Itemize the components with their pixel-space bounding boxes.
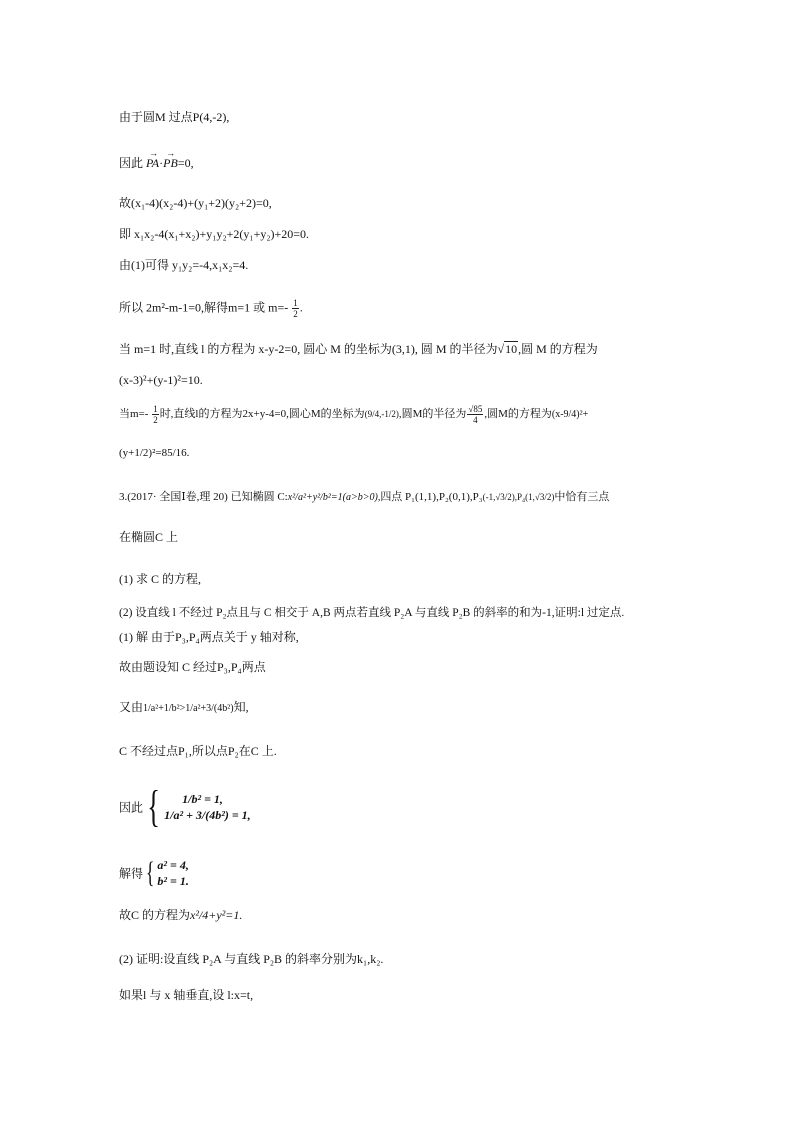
system-row: b² = 1. xyxy=(157,874,189,889)
point-p4: ,P₄(1,√3/2) xyxy=(514,492,555,502)
radius-fraction xyxy=(467,404,483,425)
text-line: 即 x₁x₂-4(x₁+x₂)+y₁y₂+2(y₁+y₂)+20=0. xyxy=(119,227,310,241)
fraction xyxy=(152,404,159,425)
equation-system-2 xyxy=(119,852,189,892)
inequality: 1/a²+1/b²>1/a²+3/(4b²) xyxy=(143,703,234,714)
system-rows xyxy=(164,791,251,823)
text-span: 因此 xyxy=(119,156,144,170)
text-span: . xyxy=(299,300,303,315)
vector-pb: → PB xyxy=(163,150,178,170)
numerator: 1 xyxy=(293,298,298,308)
denominator: 2 xyxy=(153,415,158,425)
ellipse-equation: x²/4+y²=1. xyxy=(190,908,243,922)
text-line: (1) 求 C 的方程, xyxy=(119,572,201,586)
numerator: 1 xyxy=(153,404,158,414)
denominator: 4 xyxy=(473,415,478,425)
text-line xyxy=(119,404,588,425)
text-span: 所以 2m²-m-1=0,解得m=1 或 m=- xyxy=(119,300,289,315)
text-span: 中恰有三点 xyxy=(554,491,610,503)
text-span: 解得 xyxy=(119,866,144,881)
text-line: 在椭圆C 上 xyxy=(119,530,179,544)
text-line: (2) 设直线 l 不经过 P₂点且与 C 相交于 A,B 两点若直线 P₂A 与直线 P₂B 的斜率的和为-1,证明:l 过定点. xyxy=(119,607,625,619)
text-line: C 不经过点P₁,所以点P₂在C 上. xyxy=(119,744,277,758)
text-span: ,圆 M 的方程为 xyxy=(518,342,598,356)
text-line xyxy=(119,150,194,170)
text-line: (y+1/2)²=85/16. xyxy=(119,447,190,459)
point-p3: (-1,√3/2) xyxy=(482,492,515,502)
text-line xyxy=(119,490,609,505)
text-line: 由于圆M 过点P(4,-2), xyxy=(119,110,230,124)
text-span: 故C 的方程为 xyxy=(119,908,191,922)
text-span: 又由 xyxy=(119,700,144,714)
text-span: =0, xyxy=(177,156,194,170)
equation: (x-9/4)²+ xyxy=(551,409,589,421)
text-line: (2) 证明:设直线 P₂A 与直线 P₂B 的斜率分别为k₁,k₂. xyxy=(119,952,384,966)
system xyxy=(143,857,189,889)
brace-symbol: { xyxy=(147,782,160,832)
dot-operator: · xyxy=(159,156,164,170)
text-line xyxy=(119,908,242,922)
text-span: ,圆M的方程为 xyxy=(484,408,552,421)
text-span: 当 m=1 时,直线 l 的方程为 x-y-2=0, 圆心 M 的坐标为(3,1), 圆 M 的半径为 xyxy=(119,342,498,356)
text-line: 故由题设知 C 经过P₃,P₄两点 xyxy=(119,660,266,674)
numerator: √85 xyxy=(468,404,483,414)
text-line xyxy=(119,298,303,319)
text-span: 当m=- xyxy=(119,408,149,421)
ellipse-equation: x²/a²+y²/b²=1(a>b>0), xyxy=(287,492,381,503)
text-line: (x-3)²+(y-1)²=10. xyxy=(119,373,203,387)
brace-symbol: { xyxy=(145,856,155,890)
text-span: 知, xyxy=(233,700,249,714)
denominator: 2 xyxy=(293,309,298,319)
text-line: 如果l 与 x 轴垂直,设 l:x=t, xyxy=(119,988,254,1002)
text-line xyxy=(119,700,249,716)
system-row: a² = 4, xyxy=(157,858,189,873)
system xyxy=(143,782,251,832)
vector-pa: → PA xyxy=(146,150,159,170)
text-line: (1) 解 由于P₃,P₄两点关于 y 轴对称, xyxy=(119,630,299,644)
system-row: 1/a² + 3/(4b²) = 1, xyxy=(164,808,251,823)
system-rows xyxy=(157,857,188,889)
text-span: 3.(2017· 全国Ⅰ卷,理 20) 已知椭圆 C: xyxy=(119,491,288,503)
text-line: 故(x₁-4)(x₂-4)+(y₁+2)(y₂+2)=0, xyxy=(119,196,272,210)
text-span: 因此 xyxy=(119,800,144,815)
system-row: 1/b² = 1, xyxy=(182,792,223,807)
text-span: 四点 P₁(1,1),P₂(0,1),P₃ xyxy=(380,491,483,503)
sqrt-value: 10 xyxy=(505,342,518,356)
equation-system-1 xyxy=(119,776,251,836)
text-span: ,圆M的半径为 xyxy=(398,408,467,421)
text-span: 时,直线l的方程为2x+y-4=0,圆心M的坐标为 xyxy=(159,408,365,421)
text-line: 当 m=1 时,直线 l 的方程为 x-y-2=0, 圆心 M 的坐标为(3,1), 圆 M 的半径为√10,圆 M 的方程为 xyxy=(119,342,598,356)
text-line: 由(1)可得 y₁y₂=-4,x₁x₂=4. xyxy=(119,258,249,272)
fraction xyxy=(292,298,299,319)
center-coordinate: (9/4,-1/2) xyxy=(364,409,399,420)
